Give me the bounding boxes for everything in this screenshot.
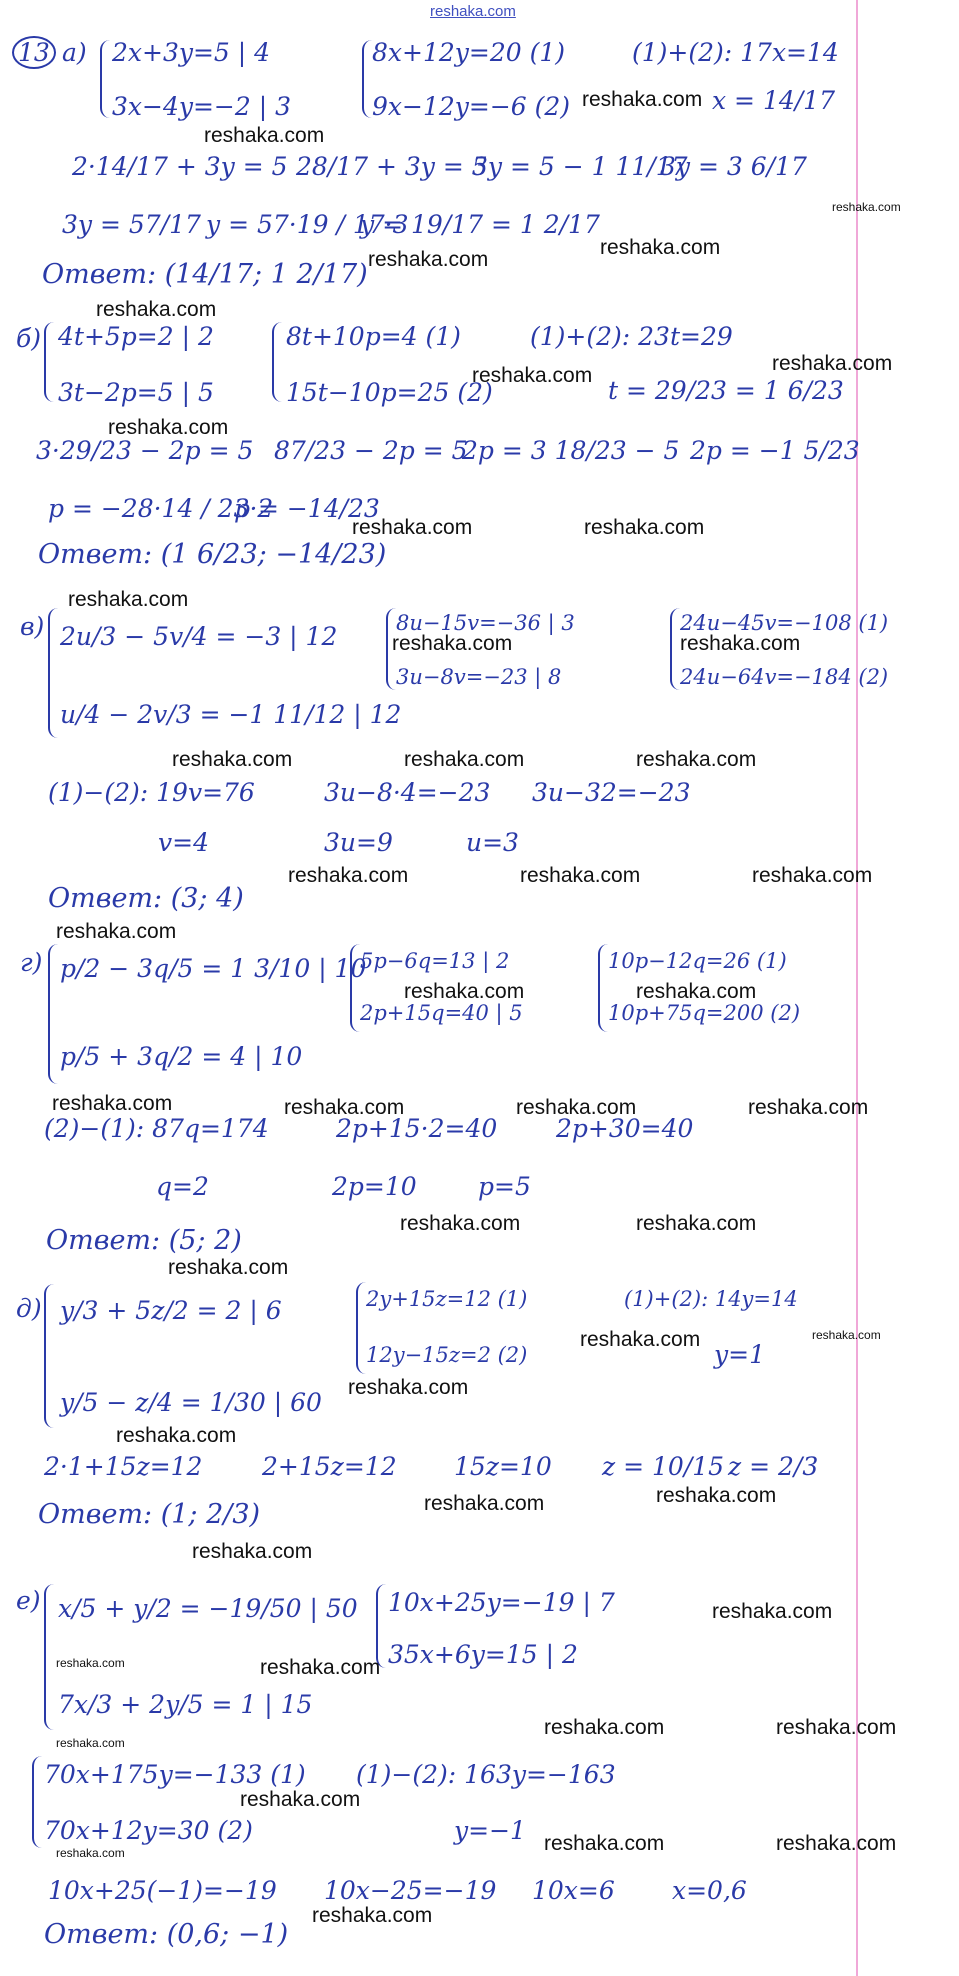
- part-d-line: p/2 − 3q/5 = 1 3/10 | 10: [60, 954, 367, 983]
- part-c-line: 2u/3 − 5v/4 = −3 | 12: [60, 622, 338, 651]
- part-f-line: 35x+6y=15 | 2: [388, 1640, 578, 1669]
- part-e-line: 2·1+15z=12: [44, 1452, 203, 1481]
- part-e-line: 2+15z=12: [262, 1452, 397, 1481]
- watermark: reshaka.com: [472, 364, 593, 387]
- watermark: reshaka.com: [192, 1540, 313, 1563]
- part-f-brace-3: [32, 1756, 44, 1848]
- part-f-brace: [44, 1584, 56, 1730]
- part-e-line: 15z=10: [454, 1452, 552, 1481]
- watermark: reshaka.com: [600, 236, 721, 259]
- part-e-line: z = 10/15: [602, 1452, 725, 1481]
- watermark: reshaka.com: [636, 980, 757, 1003]
- part-e-line: z = 2/3: [728, 1452, 819, 1481]
- part-c-brace: [48, 608, 60, 738]
- part-c-line: 24u−64v=−184 (2): [680, 665, 889, 689]
- watermark: reshaka.com: [392, 632, 513, 655]
- watermark: reshaka.com: [52, 1092, 173, 1115]
- watermark: reshaka.com: [404, 748, 525, 771]
- watermark: reshaka.com: [752, 864, 873, 887]
- part-c-line: 3u−32=−23: [532, 778, 691, 807]
- part-c-line: 8u−15v=−36 | 3: [396, 611, 575, 635]
- part-e-answer: Ответ: (1; 2/3): [38, 1499, 261, 1530]
- watermark: reshaka.com: [352, 516, 473, 539]
- part-b-brace: [44, 322, 56, 402]
- part-a-line: 3y = 5 − 1 11/17: [472, 152, 688, 181]
- part-c-line: u/4 − 2v/3 = −1 11/12 | 12: [60, 700, 402, 729]
- part-d-line: (2)−(1): 87q=174: [44, 1114, 269, 1143]
- part-a-brace: [100, 40, 112, 118]
- watermark: reshaka.com: [404, 980, 525, 1003]
- watermark: reshaka.com: [400, 1212, 521, 1235]
- watermark: reshaka.com: [56, 1736, 125, 1750]
- watermark: reshaka.com: [712, 1600, 833, 1623]
- part-d-line: 2p+15·2=40: [336, 1114, 498, 1143]
- part-f-line: 10x+25y=−19 | 7: [388, 1588, 615, 1617]
- part-a-line: 2x+3y=5 | 4: [112, 38, 271, 67]
- part-c-line: v=4: [158, 828, 209, 857]
- part-e-brace: [44, 1284, 56, 1428]
- notebook-margin-line: [856, 0, 858, 1976]
- part-d-line: p/5 + 3q/2 = 4 | 10: [60, 1042, 303, 1071]
- part-a-line: (1)+(2): 17x=14: [632, 38, 839, 67]
- part-e-line: 2y+15z=12 (1): [366, 1287, 528, 1311]
- part-f-answer: Ответ: (0,6; −1): [44, 1919, 289, 1950]
- part-c-line: 24u−45v=−108 (1): [680, 611, 889, 635]
- part-d-label: г): [20, 948, 43, 977]
- watermark: reshaka.com: [288, 864, 409, 887]
- watermark: reshaka.com: [312, 1904, 433, 1927]
- part-a-line: x = 14/17: [712, 86, 835, 115]
- watermark: reshaka.com: [580, 1328, 701, 1351]
- watermark: reshaka.com: [812, 1328, 881, 1342]
- part-f-label: е): [16, 1586, 41, 1615]
- problem-number: [12, 38, 56, 68]
- part-d-brace: [48, 944, 60, 1084]
- part-e-line: y/3 + 5z/2 = 2 | 6: [60, 1296, 282, 1325]
- watermark: reshaka.com: [204, 124, 325, 147]
- part-b-line: t = 29/23 = 1 6/23: [608, 376, 844, 405]
- watermark: reshaka.com: [636, 1212, 757, 1235]
- part-e-label: д): [16, 1294, 42, 1323]
- watermark: reshaka.com: [748, 1096, 869, 1119]
- part-f-line: 70x+175y=−133 (1): [44, 1760, 306, 1789]
- watermark: reshaka.com: [424, 1492, 545, 1515]
- part-b-line: 3·29/23 − 2p = 5: [36, 436, 254, 465]
- part-c-line: 3u−8v=−23 | 8: [396, 665, 562, 689]
- part-b-line: 2p = 3 18/23 − 5: [462, 436, 680, 465]
- part-a-line: y = 19/17 = 1 2/17: [360, 210, 600, 239]
- part-f-line: 10x=6: [532, 1876, 615, 1905]
- part-b-line: p = −14/23: [234, 494, 380, 523]
- part-f-line: y=−1: [454, 1816, 526, 1845]
- part-c-label: в): [20, 612, 45, 641]
- part-b-line: 8t+10p=4 (1): [286, 322, 461, 351]
- watermark: reshaka.com: [168, 1256, 289, 1279]
- watermark: reshaka.com: [56, 1846, 125, 1860]
- watermark: reshaka.com: [96, 298, 217, 321]
- part-b-label: б): [16, 324, 42, 353]
- watermark: reshaka.com: [116, 1424, 237, 1447]
- part-e-line: 12y−15z=2 (2): [366, 1343, 528, 1367]
- part-a-line: 3y = 3 6/17: [660, 152, 807, 181]
- watermark: reshaka.com: [680, 632, 801, 655]
- part-e-line: (1)+(2): 14y=14: [624, 1287, 798, 1311]
- watermark: reshaka.com: [636, 748, 757, 771]
- part-b-line: 4t+5p=2 | 2: [58, 322, 214, 351]
- problem-number-circle: 13: [12, 36, 56, 69]
- part-b-line: 87/23 − 2p = 5: [274, 436, 468, 465]
- watermark: reshaka.com: [240, 1788, 361, 1811]
- part-a-line: 3x−4y=−2 | 3: [112, 92, 292, 121]
- watermark: reshaka.com: [544, 1832, 665, 1855]
- part-a-line: 2·14/17 + 3y = 5: [72, 152, 288, 181]
- part-c-line: 3u−8·4=−23: [324, 778, 491, 807]
- part-c-answer: Ответ: (3; 4): [48, 883, 244, 914]
- part-d-line: 2p+15q=40 | 5: [360, 1001, 523, 1025]
- part-d-line: q=2: [156, 1172, 209, 1201]
- part-f-line: x=0,6: [672, 1876, 747, 1905]
- watermark: reshaka.com: [832, 200, 901, 214]
- watermark: reshaka.com: [172, 748, 293, 771]
- watermark: reshaka.com: [776, 1832, 897, 1855]
- part-e-line: y/5 − z/4 = 1/30 | 60: [60, 1388, 322, 1417]
- part-b-line: 15t−10p=25 (2): [286, 378, 493, 407]
- part-f-line: 70x+12y=30 (2): [44, 1816, 253, 1845]
- part-a-line: 9x−12y=−6 (2): [372, 92, 571, 121]
- watermark: reshaka.com: [348, 1376, 469, 1399]
- watermark: reshaka.com: [56, 1656, 125, 1670]
- watermark: reshaka.com: [582, 88, 703, 111]
- watermark: reshaka.com: [776, 1716, 897, 1739]
- watermark: reshaka.com: [368, 248, 489, 271]
- watermark: reshaka.com: [544, 1716, 665, 1739]
- part-b-line: 2p = −1 5/23: [690, 436, 860, 465]
- part-e-line: y=1: [714, 1340, 765, 1369]
- watermark: reshaka.com: [108, 416, 229, 439]
- part-d-line: p=5: [478, 1172, 531, 1201]
- watermark: reshaka.com: [520, 864, 641, 887]
- part-f-line: (1)−(2): 163y=−163: [356, 1760, 616, 1789]
- part-b-line: p = −28·14 / 23·2: [48, 494, 274, 523]
- part-b-line: 3t−2p=5 | 5: [58, 378, 214, 407]
- part-a-line: y = 57·19 / 17·3: [206, 210, 409, 239]
- part-f-line: 10x+25(−1)=−19: [48, 1876, 277, 1905]
- part-a-label: а): [62, 38, 87, 67]
- part-c-line: 3u=9: [324, 828, 393, 857]
- part-f-line: x/5 + y/2 = −19/50 | 50: [58, 1594, 358, 1623]
- watermark: reshaka.com: [584, 516, 705, 539]
- part-b-line: (1)+(2): 23t=29: [530, 322, 733, 351]
- part-c-line: (1)−(2): 19v=76: [48, 778, 255, 807]
- watermark: reshaka.com: [260, 1656, 381, 1679]
- part-f-line: 10x−25=−19: [324, 1876, 497, 1905]
- part-a-line: 8x+12y=20 (1): [372, 38, 566, 67]
- part-b-brace-2: [272, 322, 284, 402]
- part-d-line: 2p+30=40: [556, 1114, 694, 1143]
- part-c-line: u=3: [466, 828, 519, 857]
- part-d-line: 10p−12q=26 (1): [608, 949, 787, 973]
- part-d-answer: Ответ: (5; 2): [46, 1225, 242, 1256]
- part-a-answer: Ответ: (14/17; 1 2/17): [42, 259, 368, 290]
- site-header-link[interactable]: reshaka.com: [430, 3, 516, 20]
- part-a-line: 3y = 57/17: [62, 210, 201, 239]
- watermark: reshaka.com: [56, 920, 177, 943]
- watermark: reshaka.com: [516, 1096, 637, 1119]
- part-d-line: 10p+75q=200 (2): [608, 1001, 801, 1025]
- part-d-line: 5p−6q=13 | 2: [360, 949, 510, 973]
- part-a-line: 28/17 + 3y = 5: [296, 152, 488, 181]
- watermark: reshaka.com: [772, 352, 893, 375]
- part-f-line: 7x/3 + 2y/5 = 1 | 15: [58, 1690, 313, 1719]
- watermark: reshaka.com: [656, 1484, 777, 1507]
- part-d-line: 2p=10: [332, 1172, 417, 1201]
- watermark: reshaka.com: [284, 1096, 405, 1119]
- watermark: reshaka.com: [68, 588, 189, 611]
- part-b-answer: Ответ: (1 6/23; −14/23): [38, 539, 387, 570]
